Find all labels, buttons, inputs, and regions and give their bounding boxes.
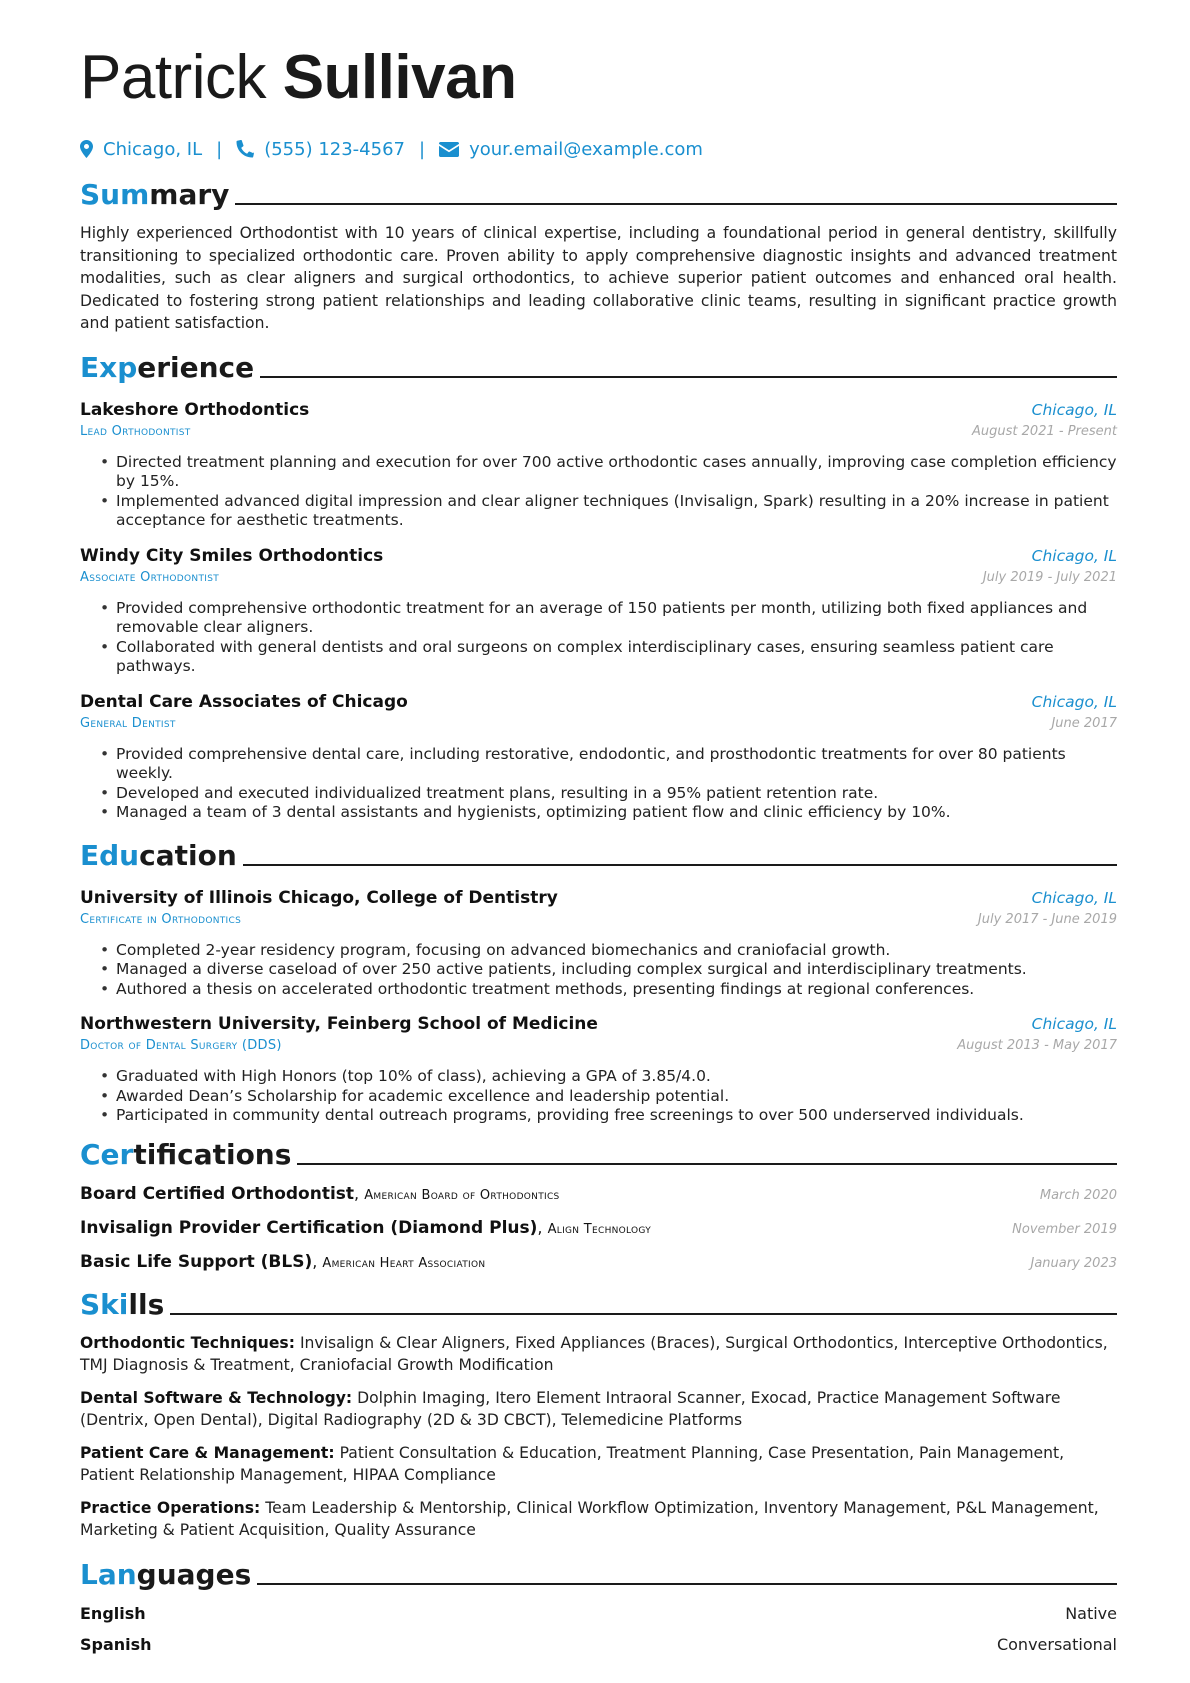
entry-bullets	[80, 599, 1117, 677]
bullet-item: • Provided comprehensive orthodontic treatment for an average of 150 patients per month, utilizing both fixed appliances and removable clear aligners.	[100, 599, 1117, 638]
entry-subheader	[80, 1035, 1117, 1057]
bullet-item: • Graduated with High Honors (top 10% of class), achieving a GPA of 3.85/4.0.	[100, 1067, 1117, 1087]
section-title: Experience	[80, 350, 255, 384]
entry-header	[80, 887, 1117, 909]
entry-role: Associate Orthodontist	[80, 569, 220, 585]
contact-phone[interactable]	[236, 139, 405, 160]
section-rule	[260, 376, 1117, 378]
skill-group	[80, 1387, 1117, 1432]
entry-date: August 2021 - Present	[972, 423, 1117, 439]
certification-separator: ,	[312, 1251, 323, 1271]
email-text: your.email@example.com	[469, 138, 703, 160]
certification-name: Board Certified Orthodontist	[80, 1183, 355, 1204]
language-name: English	[80, 1603, 146, 1623]
entry-date: June 2017	[1051, 715, 1117, 731]
entry-role: Doctor of Dental Surgery (DDS)	[80, 1038, 282, 1053]
section-header-languages	[80, 1556, 1117, 1592]
section-rule	[170, 1313, 1117, 1315]
skill-category: Dental Software & Technology:	[80, 1388, 353, 1407]
bullet-item: • Authored a thesis on accelerated orthodontic treatment methods, presenting findings at regional conferences.	[100, 980, 1117, 1000]
contact-separator: |	[216, 138, 223, 160]
section-header-certifications	[80, 1136, 1117, 1172]
phone-text: (555) 123-4567	[264, 138, 405, 160]
entry-organization: University of Illinois Chicago, College of Dentistry	[80, 887, 558, 908]
certification-separator: ,	[354, 1183, 365, 1203]
entry-bullets	[80, 453, 1117, 531]
entry-bullets	[80, 941, 1117, 1000]
certification-issuer: American Board of Orthodontics	[364, 1187, 560, 1203]
section-title: Education	[80, 838, 237, 872]
candidate-name	[80, 40, 1117, 116]
bullet-item: • Implemented advanced digital impression and clear aligner techniques (Invisalign, Spark) resulting in a 20% increase in patient acceptance for aesthetic treatments.	[100, 492, 1117, 531]
contact-bar	[80, 136, 1117, 162]
bullet-item: • Participated in community dental outreach programs, providing free screenings to over 500 underserved individuals.	[100, 1106, 1117, 1126]
experience-list	[80, 399, 1117, 823]
certification-item	[80, 1252, 1117, 1274]
entry-location: Chicago, IL	[1031, 400, 1117, 419]
certification-separator: ,	[537, 1217, 548, 1237]
certification-main	[80, 1184, 560, 1204]
education-entry	[80, 887, 1117, 1000]
entry-role: General Dentist	[80, 715, 176, 731]
language-name: Spanish	[80, 1634, 152, 1654]
entry-date: July 2017 - June 2019	[977, 911, 1117, 927]
section-title: Skills	[80, 1287, 165, 1321]
experience-entry	[80, 545, 1117, 677]
section-header-education	[80, 837, 1117, 873]
contact-email[interactable]	[439, 139, 703, 160]
skill-category: Practice Operations:	[80, 1498, 261, 1517]
skill-group	[80, 1332, 1117, 1377]
entry-organization: Dental Care Associates of Chicago	[80, 691, 408, 712]
bullet-item: • Provided comprehensive dental care, including restorative, endodontic, and prosthodontic treatments for over 80 patients weekly.	[100, 745, 1117, 784]
skill-values: Dolphin Imaging, Itero Element Intraoral Scanner, Exocad, Practice Management Software (Dentrix, Open Dental), Digital Radiography (2D & 3D CBCT), Telemedicine Platforms	[80, 1388, 1061, 1429]
entry-bullets	[80, 1067, 1117, 1126]
entry-date: July 2019 - July 2021	[982, 569, 1117, 585]
skill-group	[80, 1497, 1117, 1542]
section-rule	[243, 864, 1117, 866]
education-list	[80, 887, 1117, 1126]
entry-organization: Northwestern University, Feinberg School of Medicine	[80, 1014, 598, 1034]
location-text: Chicago, IL	[103, 138, 203, 160]
entry-date: August 2013 - May 2017	[957, 1038, 1117, 1053]
skill-list	[80, 1332, 1117, 1542]
entry-location: Chicago, IL	[1031, 546, 1117, 565]
section-title: Summary	[80, 178, 230, 211]
entry-header	[80, 691, 1117, 713]
skill-values: Invisalign & Clear Aligners, Fixed Appliances (Braces), Surgical Orthodontics, Interceptive Orthodontics, TMJ Diagnosis & Treatment, Craniofacial Growth Modification	[80, 1333, 1108, 1374]
certification-item	[80, 1184, 1117, 1206]
entry-location: Chicago, IL	[1031, 1015, 1117, 1033]
entry-subheader	[80, 421, 1117, 443]
certification-date: November 2019	[1012, 1221, 1117, 1237]
phone-icon	[236, 140, 254, 158]
experience-entry	[80, 399, 1117, 531]
map-pin-icon	[80, 140, 93, 158]
entry-header	[80, 545, 1117, 567]
section-rule	[257, 1583, 1117, 1585]
language-item	[80, 1629, 1117, 1660]
certification-item	[80, 1218, 1117, 1240]
bullet-item: • Completed 2-year residency program, focusing on advanced biomechanics and craniofacial growth.	[100, 941, 1117, 961]
last-name: Sullivan	[282, 43, 517, 112]
summary-text: Highly experienced Orthodontist with 10 years of clinical expertise, including a foundational period in general dentistry, skillfully transitioning to specialized orthodontic care. Proven ability to apply comprehensive diagnostic insights and advanced treatment modalities, such as clear aligners and surgical orthodontics, to achieve superior patient outcomes and enhanced oral health. Dedicated to fostering strong patient relationships and leading collaborative clinic teams, resulting in significant practice growth and patient satisfaction.	[80, 224, 1117, 332]
section-header-experience	[80, 349, 1117, 385]
envelope-icon	[439, 142, 459, 157]
entry-location: Chicago, IL	[1031, 692, 1117, 711]
certification-name: Basic Life Support (BLS)	[80, 1251, 313, 1272]
bullet-item: • Awarded Dean’s Scholarship for academic excellence and leadership potential.	[100, 1087, 1117, 1107]
education-entry	[80, 1013, 1117, 1126]
entry-header	[80, 1013, 1117, 1035]
certification-name: Invisalign Provider Certification (Diamond Plus)	[80, 1217, 538, 1238]
bullet-item: • Managed a diverse caseload of over 250 active patients, including complex surgical and interdisciplinary treatments.	[100, 960, 1117, 980]
entry-header	[80, 399, 1117, 421]
section-rule	[235, 203, 1117, 205]
section-rule	[297, 1163, 1117, 1165]
entry-subheader	[80, 713, 1117, 735]
language-list	[80, 1598, 1117, 1660]
language-item	[80, 1598, 1117, 1629]
certification-issuer: American Heart Association	[322, 1255, 486, 1271]
bullet-item: • Directed treatment planning and execution for over 700 active orthodontic cases annually, improving case completion efficiency by 15%.	[100, 453, 1117, 492]
section-title: Languages	[80, 1557, 252, 1591]
entry-location: Chicago, IL	[1031, 888, 1117, 907]
section-title: Certifications	[80, 1137, 292, 1171]
experience-entry	[80, 691, 1117, 823]
skill-values: Team Leadership & Mentorship, Clinical Workflow Optimization, Inventory Management, P&L Management, Marketing & Patient Acquisition, Quality Assurance	[80, 1498, 1099, 1539]
skill-group	[80, 1442, 1117, 1487]
contact-location	[80, 139, 202, 160]
skill-category: Patient Care & Management:	[80, 1443, 335, 1462]
certification-date: January 2023	[1030, 1255, 1117, 1271]
contact-separator: |	[419, 138, 426, 160]
entry-organization: Windy City Smiles Orthodontics	[80, 545, 384, 566]
certification-main	[80, 1218, 651, 1238]
entry-organization: Lakeshore Orthodontics	[80, 399, 310, 420]
bullet-item: • Developed and executed individualized treatment plans, resulting in a 95% patient retention rate.	[100, 784, 1117, 804]
skill-category: Orthodontic Techniques:	[80, 1333, 295, 1352]
first-name: Patrick	[80, 43, 266, 112]
certification-issuer: Align Technology	[547, 1221, 652, 1237]
bullet-item: • Managed a team of 3 dental assistants and hygienists, optimizing patient flow and clinic efficiency by 10%.	[100, 803, 1117, 823]
bullet-item: • Collaborated with general dentists and oral surgeons on complex interdisciplinary cases, ensuring seamless patient care pathways.	[100, 638, 1117, 677]
section-header-skills	[80, 1286, 1117, 1322]
entry-subheader	[80, 567, 1117, 589]
entry-subheader	[80, 909, 1117, 931]
skill-values: Patient Consultation & Education, Treatment Planning, Case Presentation, Pain Management, Patient Relationship Management, HIPAA Compliance	[80, 1443, 1065, 1484]
certification-list	[80, 1184, 1117, 1274]
entry-bullets	[80, 745, 1117, 823]
entry-role: Lead Orthodontist	[80, 423, 191, 439]
language-level: Conversational	[996, 1634, 1117, 1654]
language-level: Native	[1065, 1603, 1117, 1623]
certification-date: March 2020	[1039, 1187, 1117, 1203]
certification-main	[80, 1252, 485, 1272]
entry-role: Certificate in Orthodontics	[80, 911, 242, 927]
section-header-summary	[80, 176, 1117, 212]
